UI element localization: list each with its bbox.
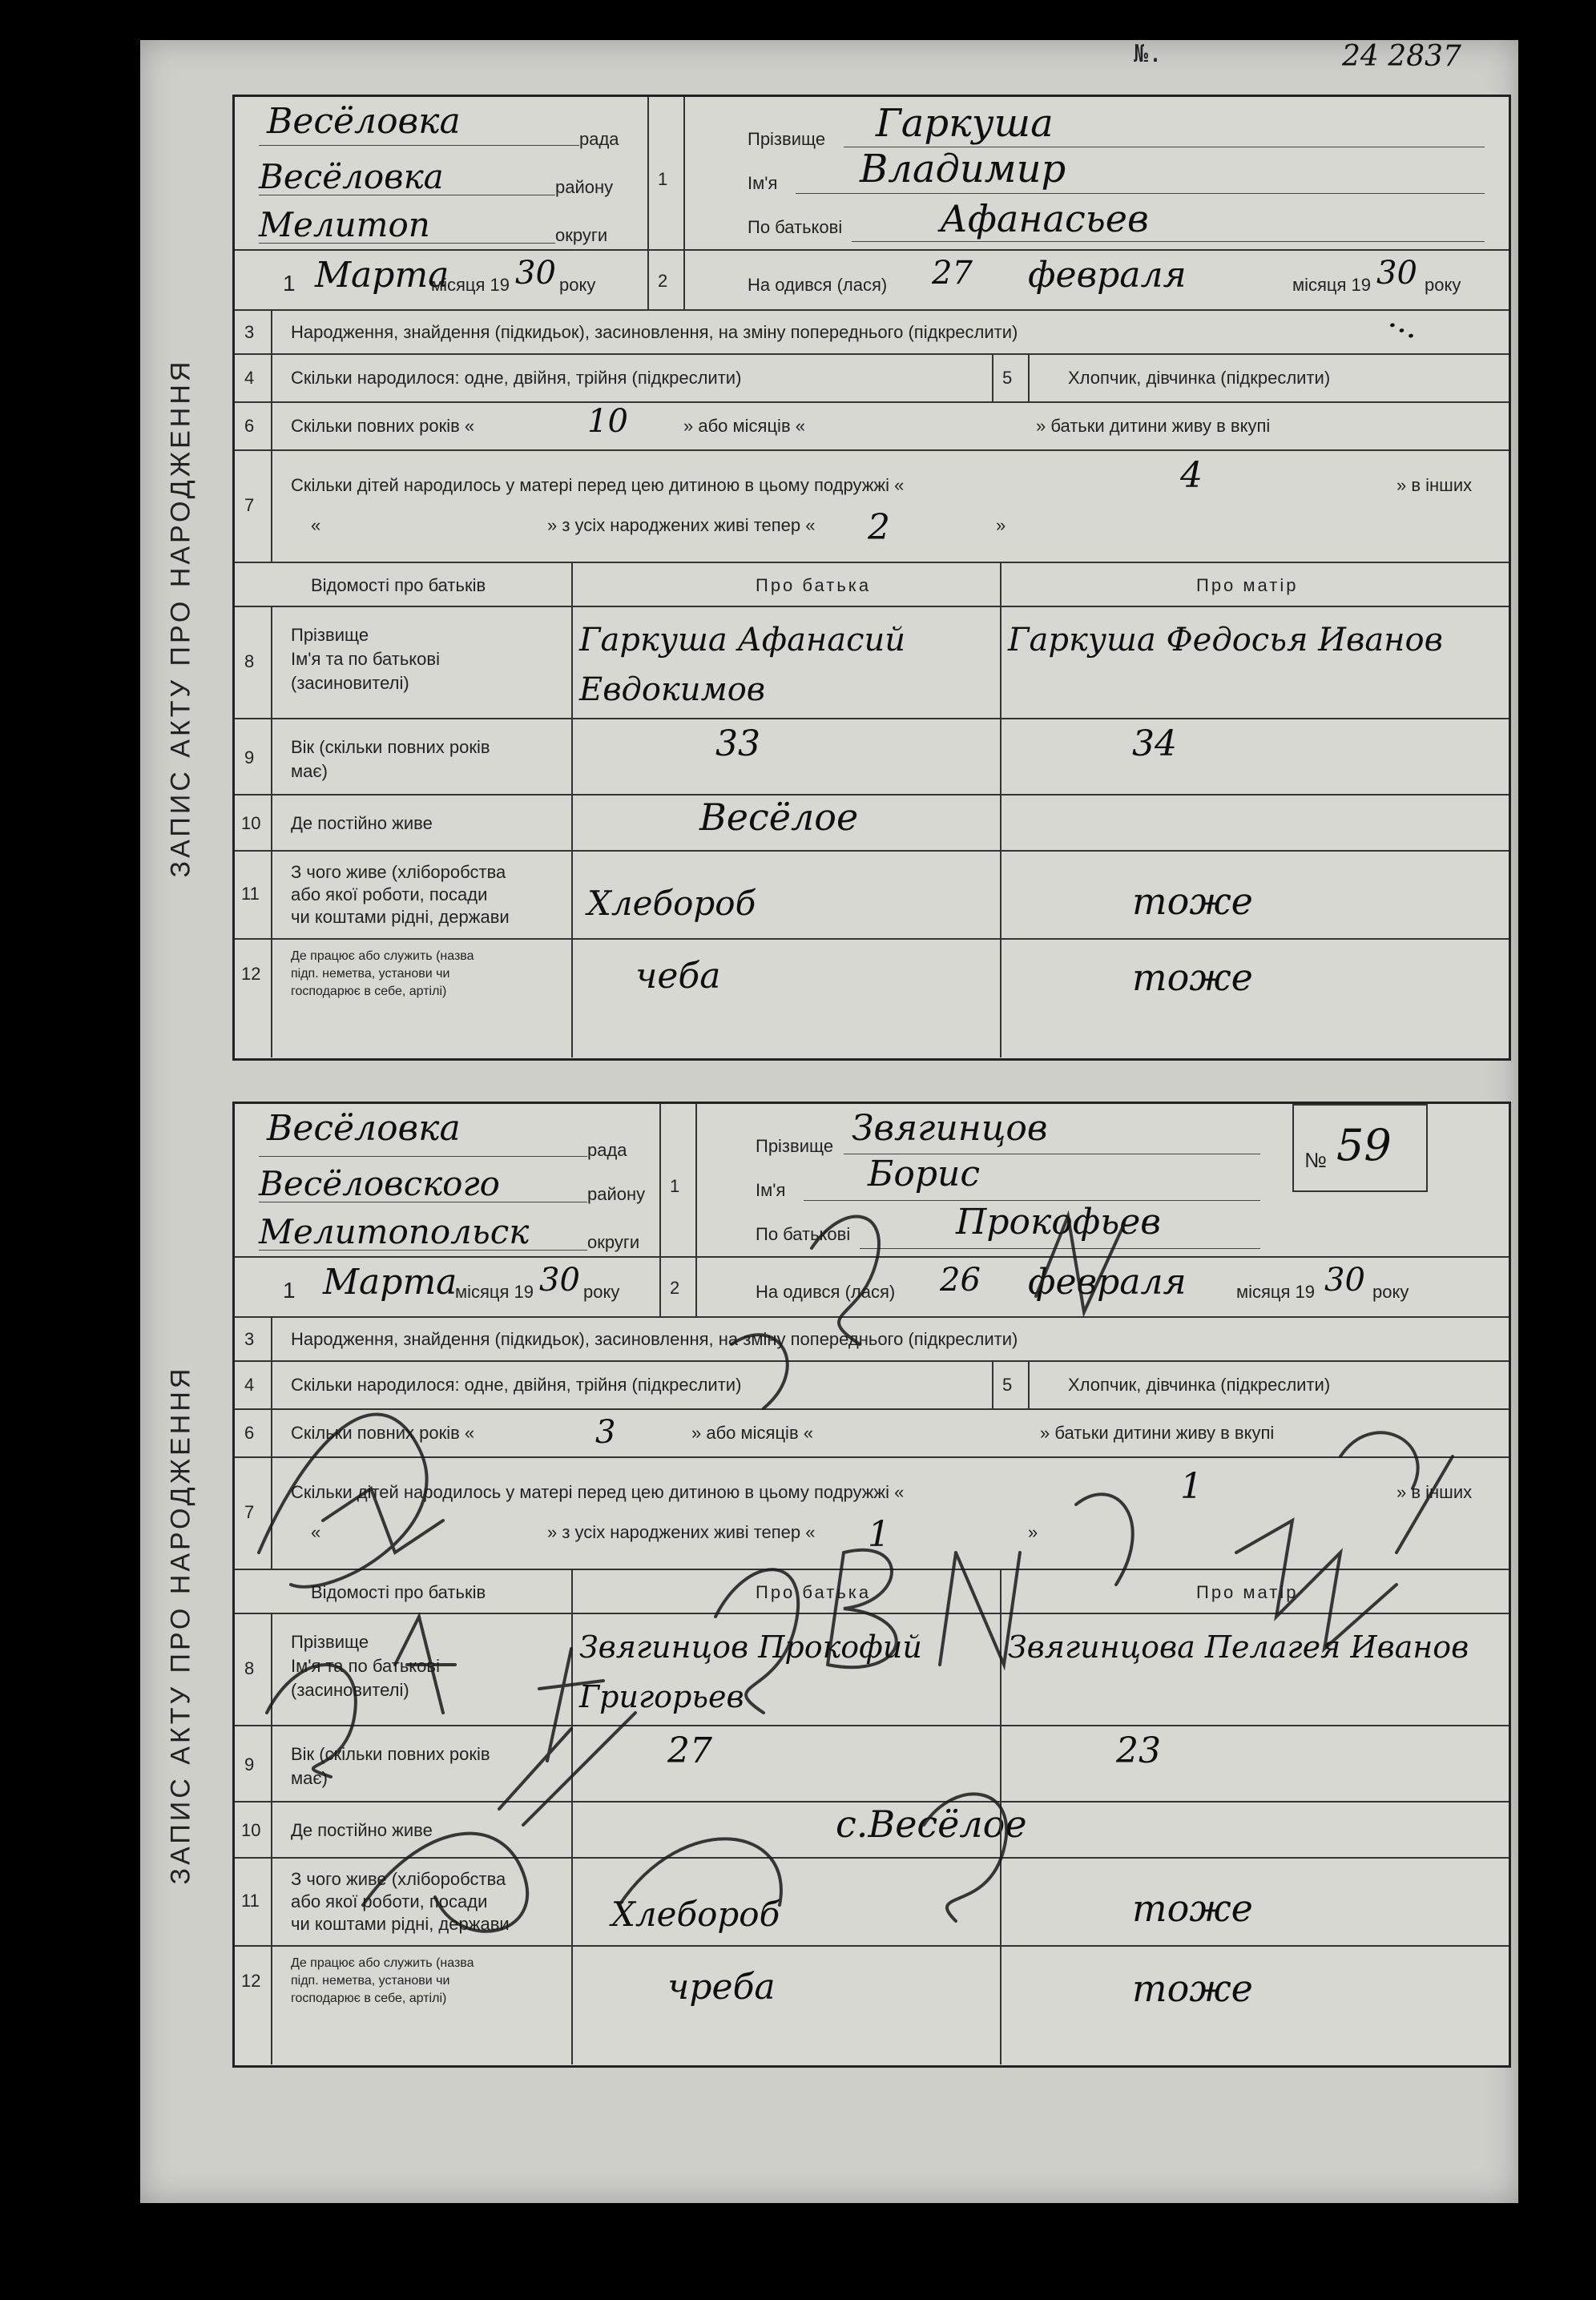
row-3-2: 3 Народження, знайдення (підкидьок), засиновлення, на зміну попереднього (підкреслити): [235, 1316, 1509, 1362]
row-6-years: 10: [587, 403, 628, 440]
header-row-date-2: 1 Марта місяця 19 30 року 2 На одився (лася) 26 февраля місяця 19 30 року: [235, 1256, 1509, 1318]
header-row-top-2: Весёловка рада Весёловского району Мелитопольск округи 1 Прізвище Звягинцов Ім'я Борис По батькові Прокофьев № 59: [235, 1104, 1509, 1256]
field-1-number: 1: [658, 169, 668, 189]
corner-scribble: …: [1383, 299, 1429, 347]
surname-value: Гаркуша: [876, 101, 1054, 146]
row-7-2: 7 Скільки дітей народилось у матері перед цею дитиною в цьому подружжі « 1 » в інших « » з усіх народжених живі тепер « 1 »: [235, 1456, 1509, 1570]
raion-value: Весёловка: [259, 157, 444, 196]
okrug-label: округи: [555, 225, 608, 245]
reg-date-end: року: [559, 275, 596, 295]
surname-value-2: Звягинцов: [852, 1108, 1048, 1149]
row-5-text: Хлопчик, дівчинка (підкреслити): [1068, 368, 1331, 388]
row-3-text: Народження, знайдення (підкидьок), засиновлення, на зміну попереднього (підкреслити): [291, 322, 1018, 342]
row-11: 11 З чого живе (хліборобства або якої роботи, посади чи коштами рідні, держави Хлебороб тоже: [235, 850, 1509, 940]
row-6-2: 6 Скільки повних років « 3 » або місяців « » батьки дитини живу в вкупі: [235, 1408, 1509, 1458]
born-month: февраля: [1028, 255, 1187, 296]
born-mid: місяця 19: [1292, 275, 1372, 295]
father-workplace: чеба: [635, 956, 721, 997]
record-number: 59: [1336, 1120, 1392, 1170]
row-3: 3 Народження, знайдення (підкидьок), засиновлення, на зміну попереднього (підкреслити): [235, 309, 1509, 355]
patronymic-label: По батькові: [748, 217, 843, 237]
row-8-2: 8 Прізвище Ім'я та по батькові (засиновителі) Звягинцов Прокофий Григорьев Звягинцова Пелагея Иванов: [235, 1613, 1509, 1726]
header-row-date: [235, 249, 1509, 311]
row-10: 10 Де постійно живе Весёлое: [235, 794, 1509, 852]
rada-value: Весёловка: [267, 101, 461, 142]
name-value-2: Борис: [868, 1154, 980, 1194]
raion-value-2: Весёловского: [259, 1164, 500, 1203]
side-title-1: ЗАПИС АКТУ ПРО НАРОДЖЕННЯ: [165, 358, 196, 877]
row-4-2: 4 Скільки народилося: одне, двійня, трійня (підкреслити) 5 Хлопчик, дівчинка (підкреслити): [235, 1360, 1509, 1410]
document-sheet: [140, 40, 1518, 2203]
row-9: 9 Вік (скільки повних років має) 33 34: [235, 718, 1509, 796]
row-9-2: 9 Вік (скільки повних років має) 27 23: [235, 1725, 1509, 1803]
row-11-2: 11 З чого живе (хліборобства або якої роботи, посади чи коштами рідні, держави Хлебороб тоже: [235, 1857, 1509, 1947]
side-title-2: ЗАПИС АКТУ ПРО НАРОДЖЕННЯ: [165, 1365, 196, 1884]
mother-age: 34: [1132, 723, 1177, 764]
patronymic-value: Афанасьев: [940, 197, 1149, 240]
born-label: На одився (лася): [748, 275, 888, 295]
father-age: 33: [715, 723, 760, 764]
birth-record-form-2: [165, 1102, 1511, 2068]
row-12: 12 Де працює або служить (назва підп. неметва, установи чи господарює в себе, артілі) чеба тоже: [235, 938, 1509, 1057]
name-label: Ім'я: [748, 173, 778, 193]
reg-date-month: Марта: [315, 255, 449, 296]
row-7: 7 Скільки дітей народилось у матері перед цею дитиною в цьому подружжі « 4 » в інших « » з усіх народжених живі тепер « 2 »: [235, 449, 1509, 563]
row-7-before: 4: [1180, 455, 1203, 496]
reg-date-year: 30: [515, 255, 556, 292]
born-year: 30: [1376, 255, 1417, 292]
row-8: 8 Прізвище Ім'я та по батькові (засиновителі) Гаркуша Афанасий Евдокимов Гаркуша Федосья Иванов: [235, 606, 1509, 719]
mother-workplace: тоже: [1132, 956, 1253, 999]
top-mark-left: №.: [1134, 40, 1163, 68]
reg-date-mid: місяця 19: [431, 275, 510, 295]
born-end: року: [1425, 275, 1461, 295]
top-mark-right: 24 2837: [1342, 40, 1461, 73]
birth-record-form-1: [165, 95, 1511, 1061]
born-day: 27: [932, 255, 973, 292]
rada-value-2: Весёловка: [267, 1108, 461, 1149]
row-6: 6 Скільки повних років « 10 » або місяців « » батьки дитини живу в вкупі: [235, 401, 1509, 451]
residence: Весёлое: [699, 796, 859, 839]
mother-occupation: тоже: [1132, 880, 1253, 923]
father-fullname: Гаркуша Афанасий Евдокимов: [579, 622, 906, 708]
mother-fullname: Гаркуша Федосья Иванов: [1008, 622, 1443, 659]
rada-label: рада: [579, 129, 619, 149]
row-12-2: 12 Де працює або служить (назва підп. неметва, установи чи господарює в себе, артілі) чреба тоже: [235, 1945, 1509, 2064]
field-2-number: 2: [658, 271, 668, 291]
father-occupation: Хлебороб: [587, 884, 756, 923]
okrug-value-2: Мелитопольск: [259, 1212, 530, 1251]
parents-header: Відомості про батьків Про батька Про матір: [235, 562, 1509, 607]
okrug-value: Мелитоп: [259, 205, 430, 244]
row-7-alive: 2: [868, 507, 890, 548]
reg-date-day: 1: [283, 271, 296, 296]
surname-label: Прізвище: [748, 129, 826, 149]
patronymic-value-2: Прокофьев: [956, 1202, 1161, 1243]
parents-header-2: Відомості про батьків Про батька Про матір: [235, 1569, 1509, 1614]
row-4: 4 Скільки народилося: одне, двійня, трійня (підкреслити) 5 Хлопчик, дівчинка (підкреслити): [235, 353, 1509, 403]
row-10-2: 10 Де постійно живе с.Весёлое: [235, 1801, 1509, 1859]
header-row-top: [235, 97, 1509, 249]
row-4-text: Скільки народилося: одне, двійня, трійня (підкреслити): [291, 368, 742, 388]
name-value: Владимир: [860, 147, 1066, 191]
raion-label: району: [555, 177, 614, 197]
